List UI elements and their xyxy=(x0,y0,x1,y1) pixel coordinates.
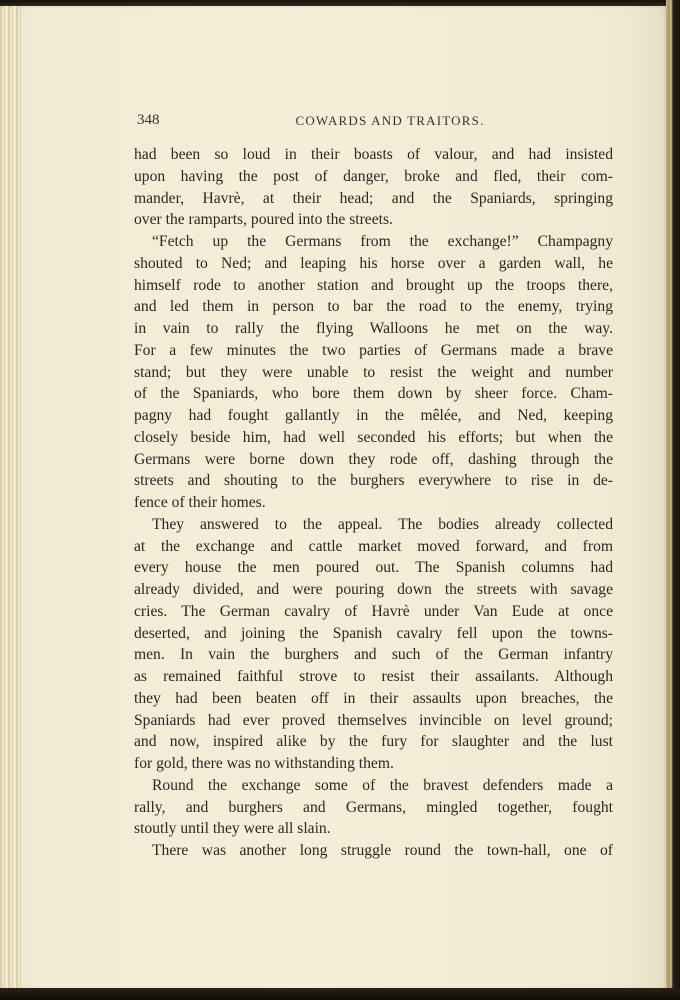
text-line: they had been beaten off in their assaults upon breaches, the xyxy=(134,689,613,707)
text-line: “Fetch up the Germans from the exchange!” Champagny xyxy=(152,233,613,250)
page-number: 348 xyxy=(137,112,160,128)
text-line: Germans were borne down they rode off, dashing through the xyxy=(134,450,613,468)
text-line: For a few minutes the two parties of Germans made a brave xyxy=(134,341,613,359)
text-line: rally, and burghers and Germans, mingled together, fought xyxy=(134,798,613,816)
text-line: shouted to Ned; and leaping his horse over a garden wall, he xyxy=(134,254,613,272)
text-line: already divided, and were pouring down the streets with savage xyxy=(134,581,613,598)
text-line: There was another long struggle round the town-hall, one of xyxy=(152,842,613,859)
text-line: upon having the post of danger, broke and fled, their com- xyxy=(134,167,613,185)
text-line: Spaniards had ever proved themselves invincible on level ground; xyxy=(134,711,613,729)
text-line: fence of their homes. xyxy=(134,494,266,511)
text-line: streets and shouting to the burghers everywhere to rise in de- xyxy=(134,472,613,490)
text-line: as remained faithful strove to resist their assailants. Although xyxy=(134,668,613,685)
text-line: in vain to rally the flying Walloons he met on the way. xyxy=(134,320,613,337)
text-line: himself rode to another station and brought up the troops there, xyxy=(134,276,613,294)
paragraph xyxy=(134,231,613,514)
body-text xyxy=(134,144,613,862)
text-line: stoutly until they were all slain. xyxy=(134,820,331,838)
paragraph xyxy=(134,775,613,840)
paragraph xyxy=(134,144,613,231)
text-line: over the ramparts, poured into the streets. xyxy=(134,211,393,229)
text-line: pagny had fought gallantly in the mêlée, and Ned, keeping xyxy=(134,407,613,424)
text-line: mander, Havrè, at their head; and the Spaniards, springing xyxy=(134,189,613,207)
text-line: stand; but they were unable to resist the weight and number xyxy=(134,363,613,381)
running-title: COWARDS AND TRAITORS. xyxy=(295,113,485,128)
paragraph xyxy=(134,514,613,775)
text-line: deserted, and joining the Spanish cavalry fell upon the towns- xyxy=(134,624,613,642)
page-gutter xyxy=(0,6,22,990)
text-line: Round the exchange some of the bravest defenders made a xyxy=(152,776,613,794)
text-line: for gold, there was no withstanding them. xyxy=(134,755,394,772)
text-line: at the exchange and cattle market moved forward, and from xyxy=(134,537,613,555)
book-cover-edge xyxy=(666,0,680,1000)
text-line: and now, inspired alike by the fury for slaughter and the lust xyxy=(134,733,613,751)
running-head xyxy=(137,112,613,134)
text-line: of the Spaniards, who bore them down by sheer force. Cham- xyxy=(134,385,613,403)
text-line: closely beside him, had well seconded his efforts; but when the xyxy=(134,428,613,446)
text-line: every house the men poured out. The Spanish columns had xyxy=(134,559,613,577)
page-bottom-edge xyxy=(0,988,680,1000)
text-line: had been so loud in their boasts of valour, and had insisted xyxy=(134,146,613,163)
text-line: men. In vain the burghers and such of the German infantry xyxy=(134,646,613,664)
text-line: They answered to the appeal. The bodies already collected xyxy=(152,515,613,533)
paragraph xyxy=(134,840,613,862)
text-line: and led them in person to bar the road to the enemy, trying xyxy=(134,298,613,316)
text-line: cries. The German cavalry of Havrè under Van Eude at once xyxy=(134,602,613,620)
